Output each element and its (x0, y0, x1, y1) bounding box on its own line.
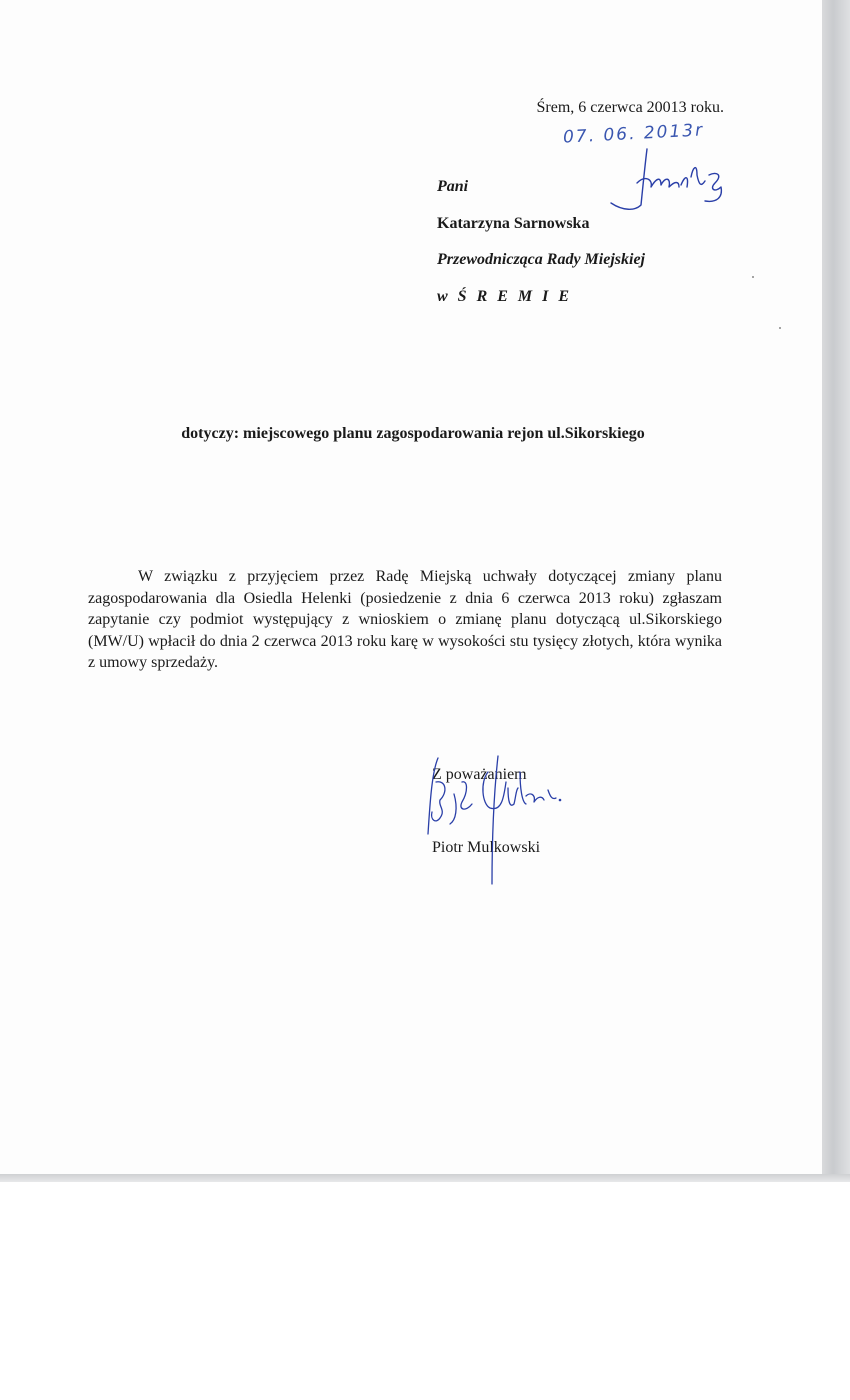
recipient-title: Przewodnicząca Rady Miejskiej (437, 251, 645, 268)
scan-speck (752, 276, 754, 278)
closing-phrase: Z poważaniem (432, 766, 527, 783)
recipient-block (437, 169, 645, 315)
recipient-name: Katarzyna Sarnowska (437, 214, 590, 232)
subject-line: dotyczy: miejscowego planu zagospodarowania rejon ul.Sikorskiego (181, 425, 645, 442)
blank-area (0, 1182, 850, 1400)
received-date-handwritten: 07. 06. 2013r (562, 120, 705, 148)
recipient-salutation: Pani (437, 178, 469, 195)
place-and-date: Śrem, 6 czerwca 20013 roku. (536, 99, 724, 116)
signer-name: Piotr Mulkowski (432, 839, 541, 856)
handwritten-signature (410, 752, 570, 887)
scan-speck (779, 327, 781, 329)
scan-edge-right (822, 0, 850, 1180)
recipient-city: w Ś R E M I E (437, 287, 573, 305)
scan-edge-bottom (0, 1174, 850, 1182)
letter-body: W związku z przyjęciem przez Radę Miejską uchwały dotyczącej zmiany planu zagospodarowania dla Osiedla Helenki (posiedzenie z dnia 6 czerwca 2013 roku) zgłaszam zapytanie czy podmiot występujący z wnioskiem o zmianę planu dotyczącą ul.Sikorskiego (MW/U) wpłacił do dnia 2 czerwca 2013 roku karę w wysokości stu tysięcy złotych, która wynika z umowy sprzedaży. (88, 568, 722, 671)
